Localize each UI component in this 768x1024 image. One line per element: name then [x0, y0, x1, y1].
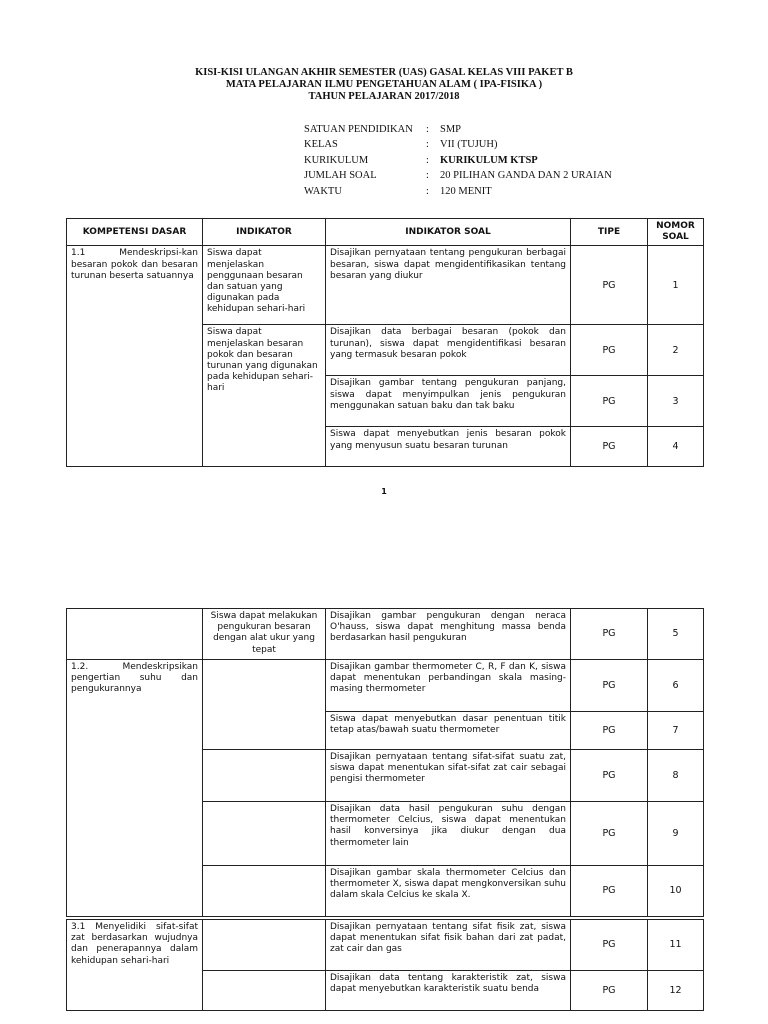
nomor-cell: 7 — [648, 712, 704, 750]
indikator-cell-empty — [203, 750, 326, 802]
indikator-cell-empty — [203, 802, 326, 866]
identity-colon: : — [426, 154, 429, 166]
page-number: 1 — [381, 487, 387, 496]
doc-title-line-1: KISI-KISI ULANGAN AKHIR SEMESTER (UAS) GASAL KELAS VIII PAKET B — [195, 67, 573, 78]
identity-label: JUMLAH SOAL — [304, 170, 377, 182]
identity-block — [304, 122, 612, 199]
table-row — [67, 920, 704, 971]
indikator-soal-cell: Disajikan gambar skala thermometer Celcius dan thermometer X, siswa dapat mengkonversikan suhu dalam skala Celcius ke skala X. — [326, 866, 571, 917]
identity-colon: : — [426, 124, 429, 135]
nomor-cell: 5 — [648, 609, 704, 660]
indikator-cell-empty — [203, 920, 326, 971]
identity-value: VII (TUJUH) — [440, 139, 498, 151]
header-tipe: TIPE — [571, 219, 648, 246]
nomor-cell: 3 — [648, 376, 704, 427]
nomor-cell: 6 — [648, 660, 704, 712]
indikator-soal-cell: Siswa dapat menyebutkan jenis besaran pokok yang menyusun suatu besaran turunan — [326, 427, 571, 467]
header-indikator: INDIKATOR — [203, 219, 326, 246]
tipe-cell: PG — [571, 750, 648, 802]
kisi-table-page-2-kd31 — [66, 919, 704, 1011]
identity-value: 120 MENIT — [440, 185, 492, 197]
indikator-cell: Siswa dapat melakukan pengukuran besaran dengan alat ukur yang tepat — [203, 609, 326, 660]
indikator-soal-cell: Disajikan data hasil pengukuran suhu dengan thermometer Celcius, siswa dapat menentukan hasil konversinya jika diukur dengan dua thermometer lain — [326, 802, 571, 866]
table-row — [67, 246, 704, 325]
indikator-cell-empty — [203, 660, 326, 750]
tipe-cell: PG — [571, 866, 648, 917]
tipe-cell: PG — [571, 325, 648, 376]
kd-cell: 1.1 Mendeskripsi-kan besaran pokok dan besaran turunan beserta satuannya — [67, 246, 203, 467]
identity-label: KELAS — [304, 139, 338, 151]
indikator-soal-cell: Siswa dapat menyebutkan dasar penentuan titik tetap atas/bawah suatu thermometer — [326, 712, 571, 750]
tipe-cell: PG — [571, 427, 648, 467]
tipe-cell: PG — [571, 660, 648, 712]
nomor-cell: 11 — [648, 920, 704, 971]
kisi-table-page-1 — [66, 218, 704, 467]
indikator-soal-cell: Disajikan pernyataan tentang sifat-sifat suatu zat, siswa dapat menentukan sifat-sifat zat cair sebagai pengisi thermometer — [326, 750, 571, 802]
identity-value: SMP — [440, 124, 462, 135]
indikator-cell: Siswa dapat menjelaskan besaran pokok dan besaran turunan yang digunakan pada kehidupan sehari-hari — [203, 325, 326, 467]
indikator-soal-cell: Disajikan gambar thermometer C, R, F dan K, siswa dapat menentukan perbandingan skala masing-masing thermometer — [326, 660, 571, 712]
nomor-cell: 8 — [648, 750, 704, 802]
tipe-cell: PG — [571, 376, 648, 427]
kd-cell-empty — [67, 609, 203, 660]
kd-cell: 1.2. Mendeskripsikan pengertian suhu dan pengukurannya — [67, 660, 203, 917]
nomor-cell: 1 — [648, 246, 704, 325]
nomor-cell: 4 — [648, 427, 704, 467]
tipe-cell: PG — [571, 712, 648, 750]
table-header-row — [67, 219, 704, 246]
identity-row — [304, 122, 612, 137]
identity-label: KURIKULUM — [304, 154, 369, 166]
tipe-cell: PG — [571, 246, 648, 325]
table-row — [67, 609, 704, 660]
header-nomor-soal: NOMOR SOAL — [648, 219, 704, 246]
kisi-table-page-2 — [66, 608, 704, 917]
nomor-cell: 12 — [648, 971, 704, 1011]
nomor-cell: 9 — [648, 802, 704, 866]
header-kompetensi-dasar: KOMPETENSI DASAR — [67, 219, 203, 246]
header-indikator-soal: INDIKATOR SOAL — [326, 219, 571, 246]
identity-label: SATUAN PENDIDIKAN — [304, 124, 413, 135]
indikator-soal-cell: Disajikan gambar pengukuran dengan neraca O'hauss, siswa dapat menghitung massa benda berdasarkan hasil pengukuran — [326, 609, 571, 660]
identity-row — [304, 153, 612, 168]
identity-value: KURIKULUM KTSP — [440, 154, 538, 166]
identity-row — [304, 168, 612, 183]
table-row — [67, 660, 704, 712]
indikator-soal-cell: Disajikan gambar tentang pengukuran panjang, siswa dapat menyimpulkan jenis pengukuran menggunakan satuan baku dan tak baku — [326, 376, 571, 427]
nomor-cell: 10 — [648, 866, 704, 917]
indikator-cell-empty — [203, 866, 326, 917]
doc-title-line-2: MATA PELAJARAN ILMU PENGETAHUAN ALAM ( IPA-FISIKA ) — [225, 79, 543, 90]
doc-title-line-3: TAHUN PELAJARAN 2017/2018 — [308, 91, 460, 102]
tipe-cell: PG — [571, 802, 648, 866]
tipe-cell: PG — [571, 609, 648, 660]
indikator-soal-cell: Disajikan pernyataan tentang pengukuran berbagai besaran, siswa dapat mengidentifikasikan tentang besaran yang diukur — [326, 246, 571, 325]
kd-cell: 3.1 Menyelidiki sifat-sifat zat berdasarkan wujudnya dan penerapannya dalam kehidupan sehari-hari — [67, 920, 203, 1011]
tipe-cell: PG — [571, 920, 648, 971]
identity-colon: : — [426, 170, 429, 182]
indikator-soal-cell: Disajikan data berbagai besaran (pokok dan turunan), siswa dapat mengidentifikasi besaran yang termasuk besaran pokok — [326, 325, 571, 376]
indikator-cell: Siswa dapat menjelaskan penggunaan besaran dan satuan yang digunakan pada kehidupan sehari-hari — [203, 246, 326, 325]
tipe-cell: PG — [571, 971, 648, 1011]
nomor-cell: 2 — [648, 325, 704, 376]
indikator-cell-empty — [203, 971, 326, 1011]
identity-label: WAKTU — [304, 185, 342, 197]
identity-colon: : — [426, 185, 429, 197]
identity-row — [304, 137, 612, 152]
indikator-soal-cell: Disajikan pernyataan tentang sifat fisik zat, siswa dapat menentukan sifat fisik bahan dari zat padat, zat cair dan gas — [326, 920, 571, 971]
identity-row — [304, 184, 612, 199]
indikator-soal-cell: Disajikan data tentang karakteristik zat, siswa dapat menyebutkan karakteristik suatu benda — [326, 971, 571, 1011]
identity-value: 20 PILIHAN GANDA DAN 2 URAIAN — [440, 170, 612, 182]
identity-colon: : — [426, 139, 429, 151]
